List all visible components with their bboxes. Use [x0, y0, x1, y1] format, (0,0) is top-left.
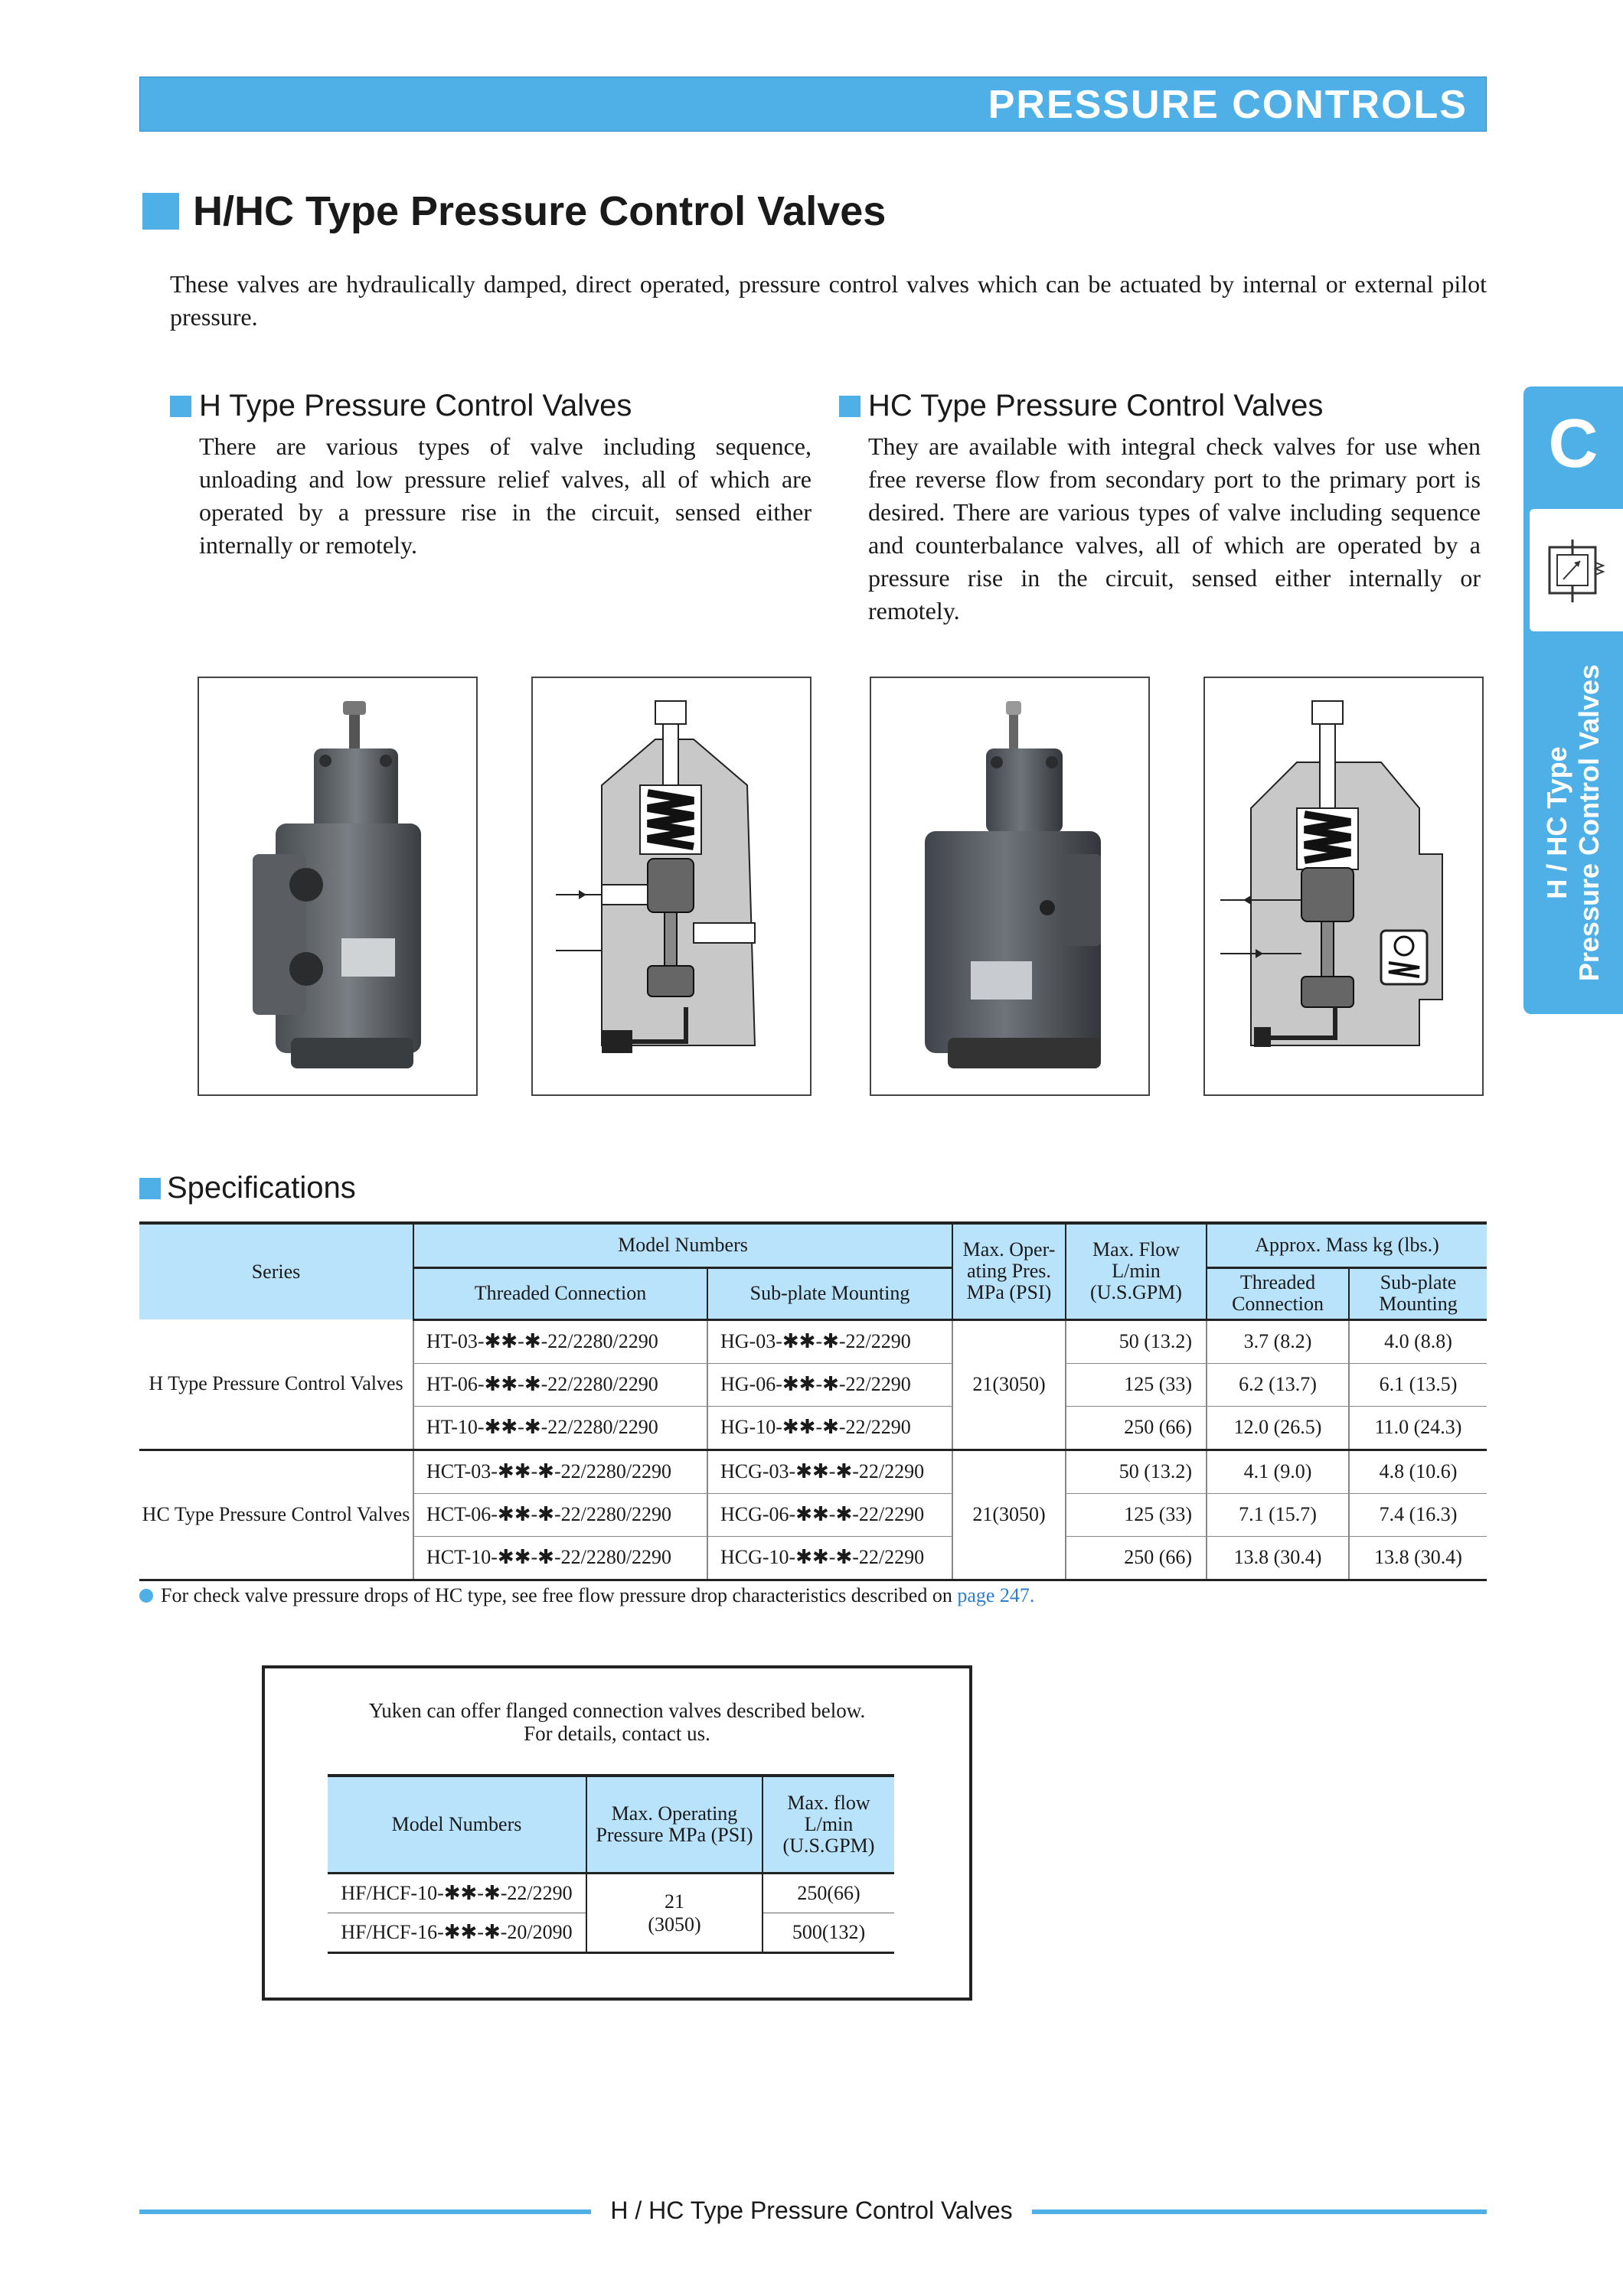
subplate-model: HG-10-✱✱-✱-22/2290 — [707, 1406, 952, 1450]
h-type-heading-text: H Type Pressure Control Valves — [199, 389, 632, 422]
page-reference-link[interactable]: page 247. — [957, 1584, 1035, 1606]
page-title-row — [142, 184, 886, 239]
mass-threaded-cell: 4.1 (9.0) — [1207, 1450, 1349, 1493]
flanged-flow-cell: 500(132) — [763, 1913, 894, 1953]
valve-symbol-icon — [1530, 509, 1623, 631]
max-pressure-cell: 21(3050) — [952, 1319, 1066, 1450]
flanged-note — [262, 1699, 972, 1745]
flanged-pressure-cell — [586, 1874, 763, 1953]
col-max-pressure: Max. Oper- ating Pres. MPa (PSI) — [952, 1223, 1066, 1319]
series-cell: H Type Pressure Control Valves — [139, 1319, 413, 1450]
max-flow-cell: 250 (66) — [1066, 1536, 1207, 1580]
max-pressure-cell: 21(3050) — [952, 1450, 1066, 1580]
heading-square-icon — [839, 396, 860, 417]
hc-type-cross-section — [1203, 677, 1484, 1096]
max-flow-cell: 125 (33) — [1066, 1493, 1207, 1536]
mass-threaded-cell: 13.8 (30.4) — [1207, 1536, 1349, 1580]
max-flow-cell: 125 (33) — [1066, 1363, 1207, 1406]
footer-rule-right — [1032, 2210, 1487, 2214]
flanged-pressure-mpa: 21 — [665, 1890, 684, 1913]
col-flanged-flow: Max. flow L/min (U.S.GPM) — [763, 1776, 894, 1874]
specifications-table — [139, 1221, 1487, 1581]
flanged-table — [328, 1774, 894, 1954]
title-square-icon — [142, 193, 179, 230]
table-row — [139, 1319, 1487, 1363]
hc-type-description: They are available with integral check valves for use when free reverse flow from secondary port to the primary port is desired. There are various types of valve including sequence and counterbalance valves, all of which are operated by a pressure rise in the circuit, sensed either internally or remotely. — [868, 432, 1481, 625]
subplate-model: HG-06-✱✱-✱-22/2290 — [707, 1363, 952, 1406]
mass-threaded-cell: 6.2 (13.7) — [1207, 1363, 1349, 1406]
footer-rule-left — [139, 2210, 591, 2214]
h-type-valve-photo — [198, 677, 478, 1096]
h-type-heading — [170, 389, 632, 423]
series-cell: HC Type Pressure Control Valves — [139, 1450, 413, 1580]
mass-subplate-cell: 6.1 (13.5) — [1349, 1363, 1487, 1406]
col-mass-subplate: Sub-plate Mounting — [1349, 1267, 1487, 1319]
threaded-model: HT-03-✱✱-✱-22/2280/2290 — [413, 1319, 707, 1363]
mass-subplate-cell: 4.8 (10.6) — [1349, 1450, 1487, 1493]
heading-square-icon — [139, 1178, 161, 1199]
col-max-flow: Max. Flow L/min (U.S.GPM) — [1066, 1223, 1207, 1319]
mass-subplate-cell: 4.0 (8.8) — [1349, 1319, 1487, 1363]
mass-threaded-cell: 3.7 (8.2) — [1207, 1319, 1349, 1363]
threaded-model: HT-06-✱✱-✱-22/2280/2290 — [413, 1363, 707, 1406]
h-type-description: There are various types of valve including sequence, unloading and low pressure relief valves, all of which are operated by a pressure rise in the circuit, sensed either internally or remotely. — [199, 432, 812, 559]
footnote — [139, 1584, 1034, 1607]
side-tab-line1: H / HC Type — [1541, 746, 1572, 899]
col-model-numbers: Model Numbers — [413, 1223, 952, 1267]
flanged-flow-cell: 250(66) — [763, 1874, 894, 1913]
header-band — [139, 77, 1487, 132]
page-title: H/HC Type Pressure Control Valves — [193, 188, 887, 234]
col-threaded-connection: Threaded Connection — [413, 1267, 707, 1319]
intro-paragraph: These valves are hydraulically damped, direct operated, pressure control valves which can be actuated by internal or external pilot pressure. — [170, 270, 1487, 331]
threaded-model: HT-10-✱✱-✱-22/2280/2290 — [413, 1406, 707, 1450]
threaded-model: HCT-03-✱✱-✱-22/2280/2290 — [413, 1450, 707, 1493]
specifications-heading — [139, 1171, 356, 1205]
h-type-cross-section — [531, 677, 812, 1096]
col-flanged-model: Model Numbers — [328, 1776, 586, 1874]
footnote-text: For check valve pressure drops of HC type, see free flow pressure drop characteristics described on — [161, 1584, 952, 1606]
col-subplate-mounting: Sub-plate Mounting — [707, 1267, 952, 1319]
section-title: PRESSURE CONTROLS — [988, 83, 1468, 127]
max-flow-cell: 250 (66) — [1066, 1406, 1207, 1450]
threaded-model: HCT-06-✱✱-✱-22/2280/2290 — [413, 1493, 707, 1536]
side-tab-label — [1523, 643, 1623, 1003]
mass-subplate-cell: 11.0 (24.3) — [1349, 1406, 1487, 1450]
col-series: Series — [139, 1223, 413, 1319]
subplate-model: HG-03-✱✱-✱-22/2290 — [707, 1319, 952, 1363]
col-approx-mass: Approx. Mass kg (lbs.) — [1207, 1223, 1487, 1267]
threaded-model: HCT-10-✱✱-✱-22/2280/2290 — [413, 1536, 707, 1580]
mass-threaded-cell: 7.1 (15.7) — [1207, 1493, 1349, 1536]
mass-subplate-cell: 13.8 (30.4) — [1349, 1536, 1487, 1580]
flanged-pressure-psi: (3050) — [648, 1913, 701, 1936]
subplate-model: HCG-10-✱✱-✱-22/2290 — [707, 1536, 952, 1580]
footer-title: H / HC Type Pressure Control Valves — [610, 2197, 1013, 2224]
heading-square-icon — [170, 396, 191, 417]
table-row — [328, 1874, 894, 1913]
hc-type-heading — [839, 389, 1323, 423]
mass-threaded-cell: 12.0 (26.5) — [1207, 1406, 1349, 1450]
max-flow-cell: 50 (13.2) — [1066, 1319, 1207, 1363]
side-tab-line2: Pressure Control Valves — [1573, 664, 1605, 982]
flanged-note-line1: Yuken can offer flanged connection valves described below. — [368, 1699, 866, 1722]
flanged-model-cell: HF/HCF-10-✱✱-✱-22/2290 — [328, 1874, 586, 1913]
table-row — [139, 1450, 1487, 1493]
col-flanged-pressure: Max. Operating Pressure MPa (PSI) — [586, 1776, 763, 1874]
subplate-model: HCG-03-✱✱-✱-22/2290 — [707, 1450, 952, 1493]
col-mass-threaded: Threaded Connection — [1207, 1267, 1349, 1319]
flanged-model-cell: HF/HCF-16-✱✱-✱-20/2090 — [328, 1913, 586, 1953]
hc-type-heading-text: HC Type Pressure Control Valves — [868, 389, 1324, 422]
bullet-dot-icon — [139, 1589, 153, 1603]
mass-subplate-cell: 7.4 (16.3) — [1349, 1493, 1487, 1536]
hc-type-valve-photo — [870, 677, 1150, 1096]
max-flow-cell: 50 (13.2) — [1066, 1450, 1207, 1493]
side-tab-letter: C — [1548, 406, 1599, 482]
subplate-model: HCG-06-✱✱-✱-22/2290 — [707, 1493, 952, 1536]
flanged-note-line2: For details, contact us. — [524, 1722, 710, 1745]
specifications-heading-text: Specifications — [167, 1171, 356, 1205]
